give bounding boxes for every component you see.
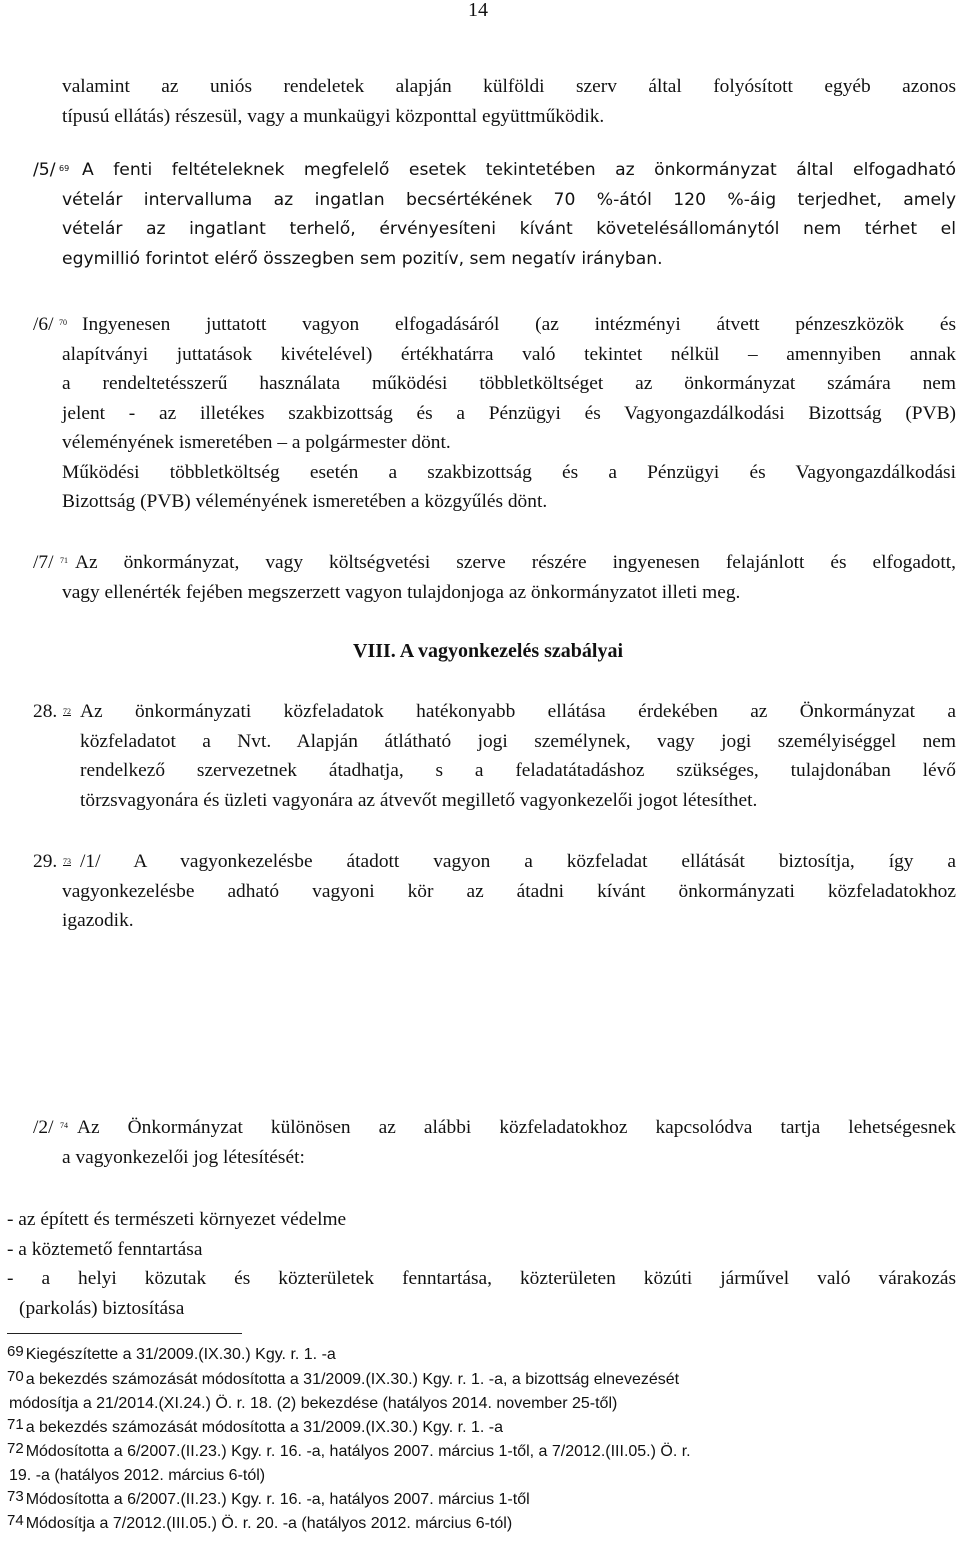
- footnote-text: Kiegészítette a 31/2009.(IX.30.) Kgy. r. 1. -a: [25, 1346, 336, 1363]
- text-line: A fenti feltételeknek megfelelő esetek tekintetében az önkormányzat által elfogadható: [82, 160, 956, 180]
- text-line: egymillió forintot elérő összegben sem pozitív, sem negatív irányban.: [62, 248, 663, 269]
- footnote-text: módosítja a 21/2014.(XI.24.) Ö. r. 18. (2) bekezdése (hatályos 2014. november 25-től): [9, 1395, 618, 1412]
- footnote: [7, 1464, 265, 1488]
- text-line: Az Önkormányzat különösen az alábbi közfeladatokhoz kapcsolódva tartja lehetségesnek: [77, 1117, 956, 1138]
- text-line: a vagyonkezelői jog létesítését:: [62, 1146, 305, 1168]
- footnote-separator: [7, 1333, 242, 1334]
- footnote-ref: 72: [63, 707, 71, 716]
- text-line: alapítványi juttatások kivételével) értékhatárra való tekintet nélkül – amennyiben annak: [62, 343, 956, 365]
- section-label: 29.: [33, 851, 58, 872]
- text-line: vételár az ingatlant terhelő, érvényesíteni kívánt követelésállománytól nem térhet el: [62, 219, 956, 239]
- text-line: valamint az uniós rendeletek alapján külföldi szerv által folyósított egyéb azonos: [62, 76, 956, 97]
- footnote-text: Módosítja a 7/2012.(III.05.) Ö. r. 20. -a (hatályos 2012. március 6-tól): [25, 1515, 513, 1532]
- footnote-number: 72: [7, 1440, 24, 1457]
- footnote: [7, 1416, 503, 1440]
- paragraph-continuation: [62, 72, 956, 131]
- footnote: [7, 1512, 512, 1536]
- footnote: [7, 1392, 617, 1416]
- text-line: közfeladatot a Nvt. Alapján átlátható jogi személynek, vagy jogi személyiséggel nem: [80, 730, 956, 752]
- text-line: típusú ellátás) részesül, vagy a munkaügyi központtal együttműködik.: [62, 105, 605, 127]
- footnote-text: Módosította a 6/2007.(II.23.) Kgy. r. 16. -a, hatályos 2007. március 1-től, a 7/2012.(III.05.) Ö. r.: [25, 1443, 691, 1460]
- section-heading: VIII. A vagyonkezelés szabályai: [353, 640, 624, 662]
- text-line: Működési többletköltség esetén a szakbizottság és a Pénzügyi és Vagyongazdálkodási: [62, 461, 956, 483]
- footnote: [7, 1368, 679, 1392]
- footnote-ref: 74: [60, 1121, 68, 1130]
- paragraph-label: /5/: [33, 160, 56, 180]
- text-line: igazodik.: [62, 910, 134, 931]
- footnote-number: 70: [7, 1368, 24, 1385]
- footnote-ref: 73: [63, 857, 71, 866]
- footnote: [7, 1488, 530, 1512]
- footnote-text: Módosította a 6/2007.(II.23.) Kgy. r. 16. -a, hatályos 2007. március 1-től: [25, 1491, 530, 1508]
- footnote-ref: 71: [60, 556, 68, 565]
- paragraph-label: /7/: [33, 552, 54, 573]
- footnote-number: 74: [7, 1512, 24, 1529]
- list-item: - az épített és természeti környezet védelme: [7, 1209, 347, 1230]
- text-line: /1/ A vagyonkezelésbe átadott vagyon a közfeladat ellátását biztosítja, így a: [80, 851, 956, 872]
- paragraph-label: /6/: [33, 314, 54, 335]
- paragraph-label: /2/: [33, 1117, 54, 1138]
- list-item: (parkolás) biztosítása: [19, 1297, 185, 1319]
- text-line: a rendeltetésszerű használata működési többletköltséget az önkormányzat számára nem: [62, 373, 956, 394]
- footnote-number: 71: [7, 1416, 24, 1433]
- text-line: véleményének ismeretében – a polgármester dönt.: [62, 432, 451, 453]
- footnote-ref: 69: [59, 164, 70, 173]
- footnote: [7, 1440, 691, 1464]
- footnote-text: a bekezdés számozását módosította a 31/2009.(IX.30.) Kgy. r. 1. -a: [25, 1419, 503, 1436]
- text-line: jelent - az illetékes szakbizottság és a Pénzügyi és Vagyongazdálkodási Bizottság (PVB): [62, 402, 956, 424]
- text-line: Bizottság (PVB) véleményének ismeretében a közgyűlés dönt.: [62, 491, 548, 512]
- footnote-text: a bekezdés számozását módosította a 31/2009.(IX.30.) Kgy. r. 1. -a, a bizottság elnevezését: [25, 1371, 680, 1388]
- text-line: vagy ellenérték fejében megszerzett vagyon tulajdonjoga az önkormányzatot illeti meg.: [62, 581, 741, 603]
- section-label: 28.: [33, 701, 58, 722]
- text-line: vételár intervalluma az ingatlan becsértékének 70 %-ától 120 %-áig terjedhet, amely: [62, 189, 956, 210]
- footnote: [7, 1343, 336, 1367]
- text-line: Az önkormányzati közfeladatok hatékonyabb ellátása érdekében az Önkormányzat a: [80, 701, 956, 722]
- task-list: [7, 1205, 956, 1323]
- text-line: Az önkormányzat, vagy költségvetési szerve részére ingyenesen felajánlott és elfogadott,: [75, 552, 956, 573]
- list-item: - a helyi közutak és közterületek fenntartása, közterületen közúti járművel való várakozás: [7, 1268, 956, 1289]
- list-item: - a köztemető fenntartása: [7, 1238, 203, 1260]
- footnote-number: 73: [7, 1488, 24, 1505]
- text-line: rendelkező szervezetnek átadhatja, s a feladatátadáshoz szükséges, tulajdonában lévő: [80, 760, 956, 781]
- text-line: törzsvagyonára és üzleti vagyonára az átvevőt megillető vagyonkezelői jogot létesíthet.: [80, 789, 758, 811]
- text-line: vagyonkezelésbe adható vagyoni kör az átadni kívánt önkormányzati közfeladatokhoz: [62, 880, 956, 902]
- page-number: 14: [468, 0, 488, 21]
- footnote-number: 69: [7, 1343, 24, 1360]
- footnote-ref: 70: [59, 318, 67, 327]
- footnote-text: 19. -a (hatályos 2012. március 6-tól): [9, 1467, 266, 1484]
- text-line: Ingyenesen juttatott vagyon elfogadásáról (az intézményi átvett pénzeszközök és: [82, 314, 956, 335]
